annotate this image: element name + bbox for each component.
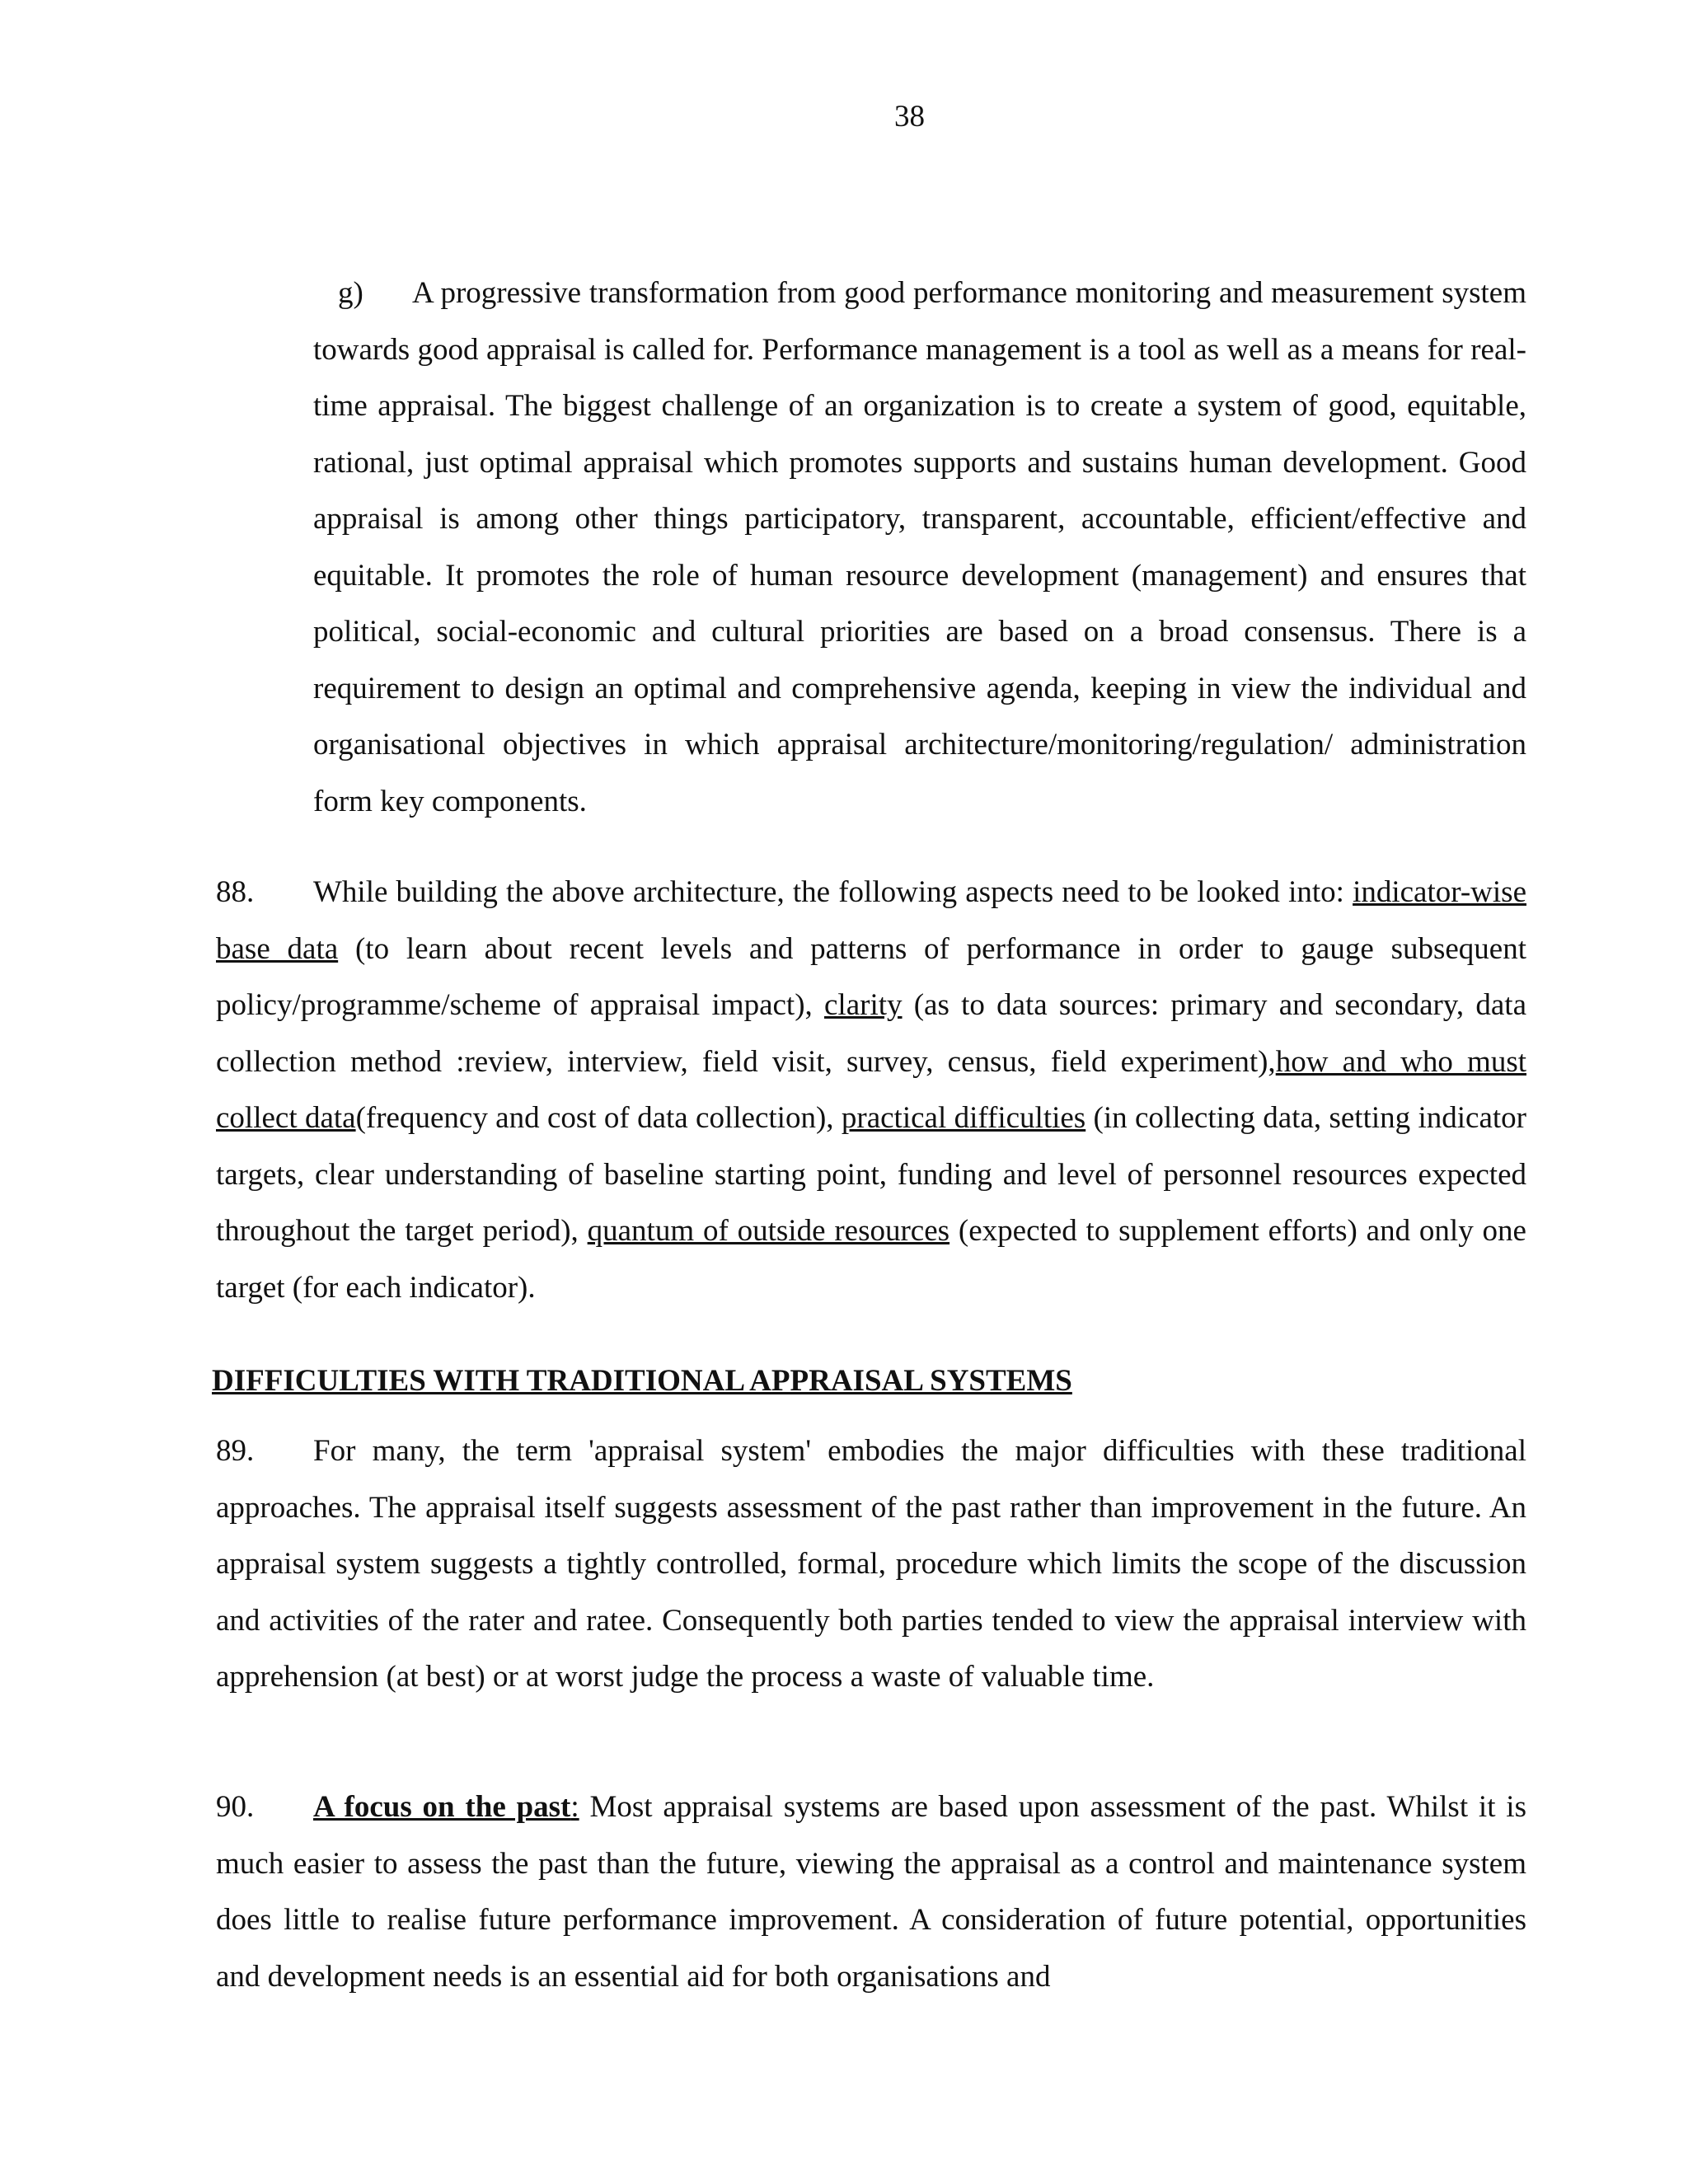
paragraph-text: (in collecting data, setting indicator targets, clear understanding of baseline starting point, funding and level of personnel resources expected throughout the target period), [216,1101,1526,1248]
paragraph-88 [216,865,1526,1316]
paragraph-text: (to learn about recent levels and patterns of performance in order to gauge subsequent policy/programme/scheme of appraisal impact), [216,931,1526,1022]
underlined-term: how and who must collect data [216,1044,1526,1135]
paragraph-text: (as to data sources: primary and secondary, data collection method :review, interview, field visit, survey, census, field experiment), [216,988,1526,1079]
paragraph-lead-title: A focus on the past [313,1790,571,1824]
page-number: 38 [894,100,925,134]
paragraph-number: 88. [216,875,255,909]
paragraph-89 [216,1423,1526,1706]
section-heading: DIFFICULTIES WITH TRADITIONAL APPRAISAL SYSTEMS [212,1364,1072,1398]
paragraph-text: While building the above architecture, the following aspects need to be looked into: [313,875,1353,909]
paragraph-g-text: A progressive transformation from good performance monitoring and measurement system towards good appraisal is called for. Performance management is a tool as well as a means for real-time appraisal. The biggest challenge of an organization is to create a system of good, equitable, rational, just optimal appraisal which promotes supports and sustains human development. Good appraisal is among other things participatory, transparent, accountable, efficient/effective and equitable. It promotes the role of human resource development (management) and ensures that political, social-economic and cultural priorities are based on a broad consensus. There is a requirement to design an optimal and comprehensive agenda, keeping in view the individual and organisational objectives in which appraisal architecture/monitoring/regulation/ administration form key components. [313,276,1526,818]
underlined-term: clarity [824,988,903,1022]
paragraph-text: (frequency and cost of data collection), [355,1101,842,1135]
paragraph-number: 90. [216,1790,255,1824]
lead-colon: : [570,1790,579,1824]
paragraph-90 [216,1779,1526,2005]
paragraph-g [313,265,1526,830]
underlined-term: quantum of outside resources [587,1214,950,1248]
paragraph-89-text: For many, the term 'appraisal system' embodies the major difficulties with these traditional approaches. The appraisal itself suggests assessment of the past rather than improvement in the future. An appraisal system suggests a tightly controlled, formal, procedure which limits the scope of the discussion and activities of the rater and ratee. Consequently both parties tended to view the appraisal interview with apprehension (at best) or at worst judge the process a waste of valuable time. [216,1434,1526,1694]
paragraph-text: (expected to supplement efforts) and only one target (for each indicator). [216,1214,1526,1305]
paragraph-number: 89. [216,1434,255,1468]
underlined-term: practical difficulties [841,1101,1086,1135]
paragraph-90-text: Most appraisal systems are based upon assessment of the past. Whilst it is much easier to assess the past than the future, viewing the appraisal as a control and maintenance system does little to realise future performance improvement. A consideration of future potential, opportunities and development needs is an essential aid for both organisations and [216,1790,1526,1994]
paragraph-label: g) [338,276,363,310]
underlined-term: indicator-wise base data [216,875,1526,966]
